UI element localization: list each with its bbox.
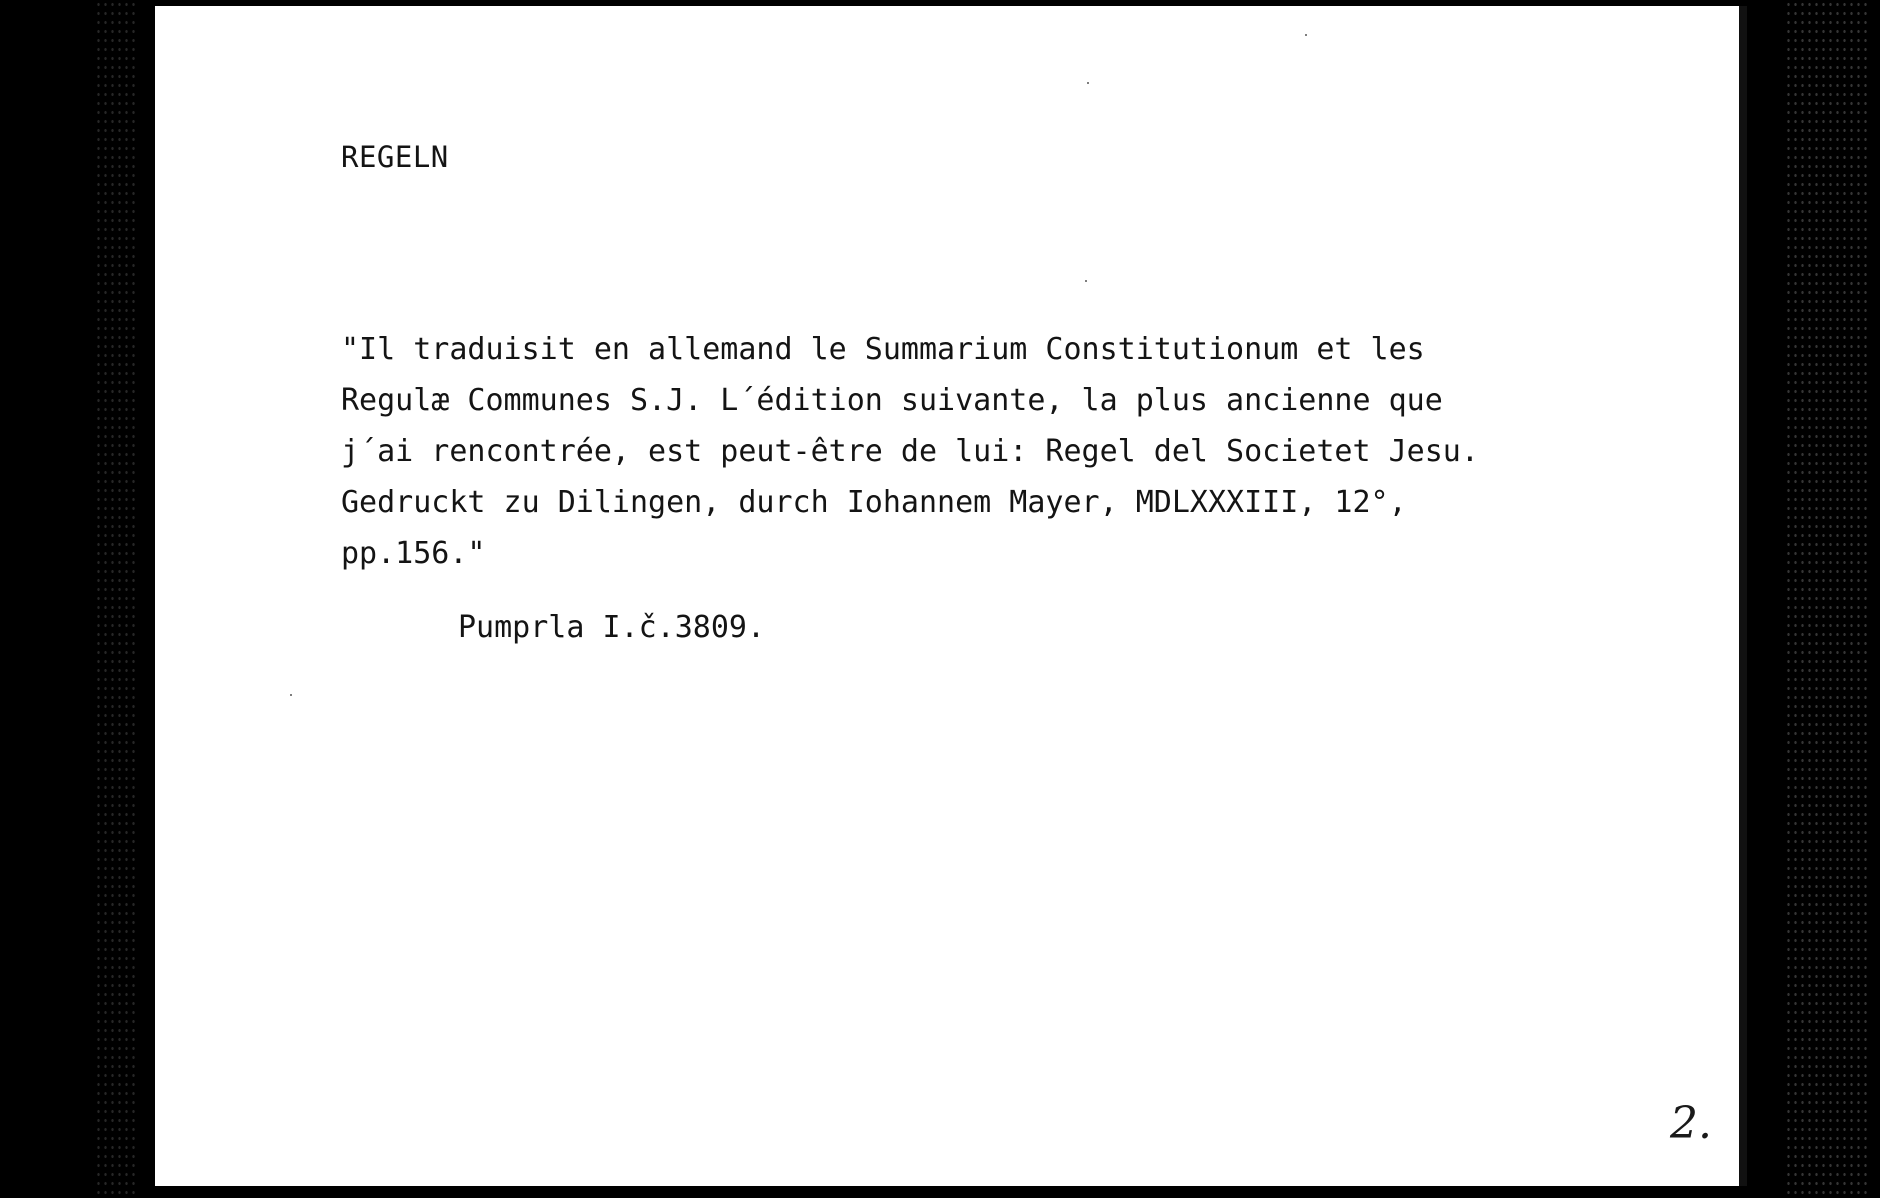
catalog-card xyxy=(155,6,1747,1186)
quote-paragraph xyxy=(341,324,1721,579)
quote-line-1: "Il traduisit en allemand le Summarium Constitutionum et les xyxy=(341,332,1425,367)
bibliographic-reference: Pumprla I.č.3809. xyxy=(458,610,766,645)
dust-speck xyxy=(1085,280,1087,282)
film-edge-left xyxy=(95,0,135,1198)
handwritten-card-number: 2. xyxy=(1670,1098,1712,1149)
dust-speck xyxy=(290,694,292,696)
dust-speck xyxy=(1305,34,1307,36)
quote-line-3: j´ai rencontrée, est peut-être de lui: Regel del Societet Jesu. xyxy=(341,434,1479,469)
card-heading: REGELN xyxy=(341,140,449,174)
film-edge-right xyxy=(1785,0,1870,1198)
dust-speck xyxy=(1087,82,1089,84)
quote-line-4: Gedruckt zu Dilingen, durch Iohannem Mayer, MDLXXXIII, 12°, xyxy=(341,485,1407,520)
quote-line-2: Regulæ Communes S.J. L´édition suivante, la plus ancienne que xyxy=(341,383,1443,418)
quote-line-5: pp.156." xyxy=(341,536,486,571)
